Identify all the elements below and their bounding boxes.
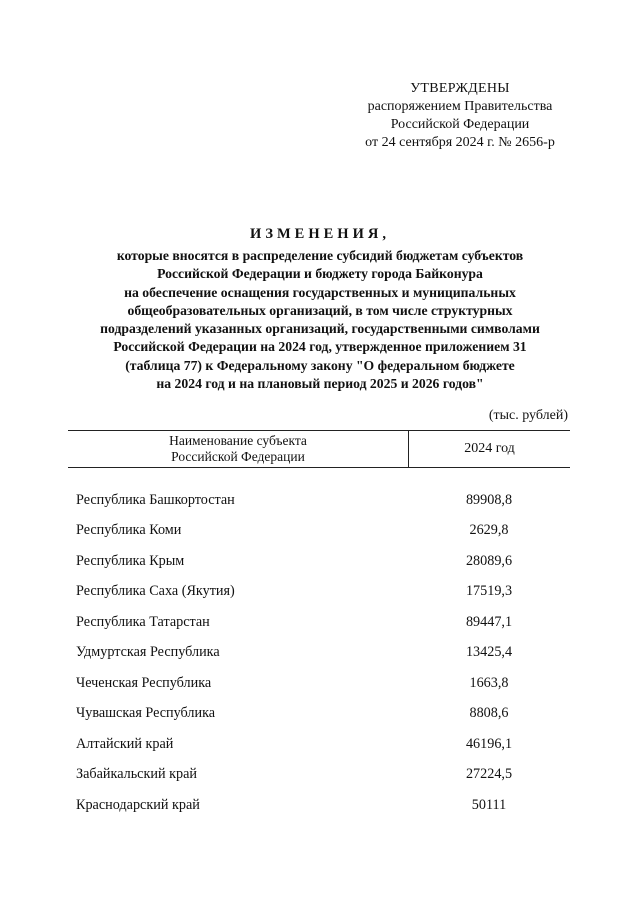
table-row: [68, 699, 570, 730]
region-name: Республика Саха (Якутия): [76, 583, 235, 600]
region-value: 28089,6: [465, 552, 513, 569]
header-region-line: Наименование субъекта: [169, 433, 307, 448]
table-row: [68, 790, 570, 821]
approval-heading: УТВЕРЖДЕНЫ: [410, 81, 510, 96]
approval-block: [300, 80, 620, 152]
region-name: Республика Крым: [76, 552, 185, 569]
region-name: Республика Коми: [76, 522, 182, 539]
region-name: Чеченская Республика: [76, 674, 212, 691]
units-label: (тыс. рублей): [488, 408, 568, 423]
region-value: 2629,8: [469, 522, 509, 539]
subtitle-line: на 2024 год и на плановый период 2025 и 2026 годов": [156, 376, 484, 392]
region-name: Республика Башкортостан: [76, 491, 235, 508]
approval-line: Российской Федерации: [390, 117, 530, 132]
table-row: [68, 577, 570, 608]
region-value: 89447,1: [465, 613, 513, 630]
table-row: [68, 638, 570, 669]
table-row: [68, 516, 570, 547]
region-value: 27224,5: [465, 766, 513, 783]
table-row: [68, 546, 570, 577]
subtitle-line: общеобразовательных организаций, в том числе структурных: [127, 302, 513, 318]
subtitle-line: на обеспечение оснащения государственных и муниципальных: [124, 284, 516, 300]
table-row: [68, 729, 570, 760]
region-value: 17519,3: [465, 583, 513, 600]
region-name: Чувашская Республика: [76, 705, 216, 722]
document-title: ИЗМЕНЕНИЯ,: [250, 226, 390, 242]
table-row: [68, 668, 570, 699]
region-name: Алтайский край: [76, 735, 174, 752]
region-value: 13425,4: [465, 644, 513, 661]
header-year: 2024 год: [464, 441, 515, 456]
subsidy-table: [68, 430, 570, 821]
region-name: Удмуртская Республика: [76, 644, 220, 661]
region-value: 46196,1: [465, 735, 513, 752]
approval-date-line: от 24 сентября 2024 г. № 2656-р: [365, 135, 555, 150]
region-name: Забайкальский край: [76, 766, 197, 783]
region-name: Республика Татарстан: [76, 613, 210, 630]
table-row: [68, 607, 570, 638]
subtitle-line: подразделений указанных организаций, государственными символами: [100, 321, 540, 337]
subtitle-line: (таблица 77) к Федеральному закону "О федеральном бюджете: [125, 357, 515, 373]
region-value: 1663,8: [469, 674, 509, 691]
header-region-name: [68, 431, 409, 467]
document-subtitle: [60, 247, 580, 393]
region-name: Краснодарский край: [76, 796, 200, 813]
approval-line: распоряжением Правительства: [367, 99, 553, 114]
header-region-line: Российской Федерации: [171, 449, 305, 464]
region-value: 8808,6: [469, 705, 509, 722]
table-row: [68, 760, 570, 791]
subtitle-line: Российской Федерации на 2024 год, утвержденное приложением 31: [113, 339, 527, 355]
table-header: [68, 430, 570, 468]
subtitle-line: Российской Федерации и бюджету города Байконура: [157, 266, 483, 282]
region-value: 89908,8: [465, 491, 513, 508]
table-row: [68, 485, 570, 516]
region-value: 50111: [471, 796, 507, 813]
subtitle-line: которые вносятся в распределение субсидий бюджетам субъектов: [116, 248, 524, 263]
table-body: [68, 485, 570, 821]
